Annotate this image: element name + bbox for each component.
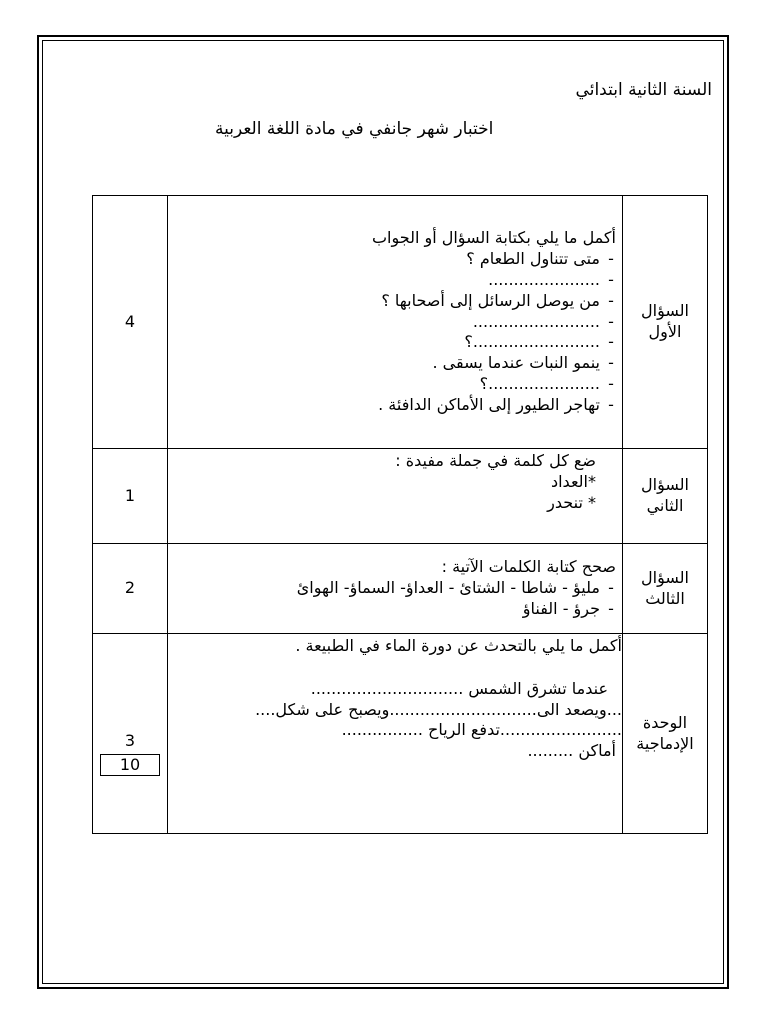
question-label: السؤال الثاني (623, 449, 708, 544)
total-score-box: 10 (100, 754, 160, 776)
word-item: * تنحدر (547, 492, 596, 512)
text-line: ........................تدفع الرياح ................ (341, 720, 622, 740)
question-content (168, 449, 623, 544)
list-item: - .........................؟ (464, 332, 614, 352)
list-item: - ......................... (472, 311, 614, 331)
score-cell (93, 634, 168, 834)
list-item: - ......................؟ (479, 373, 614, 393)
question-label: السؤال الثالث (623, 544, 708, 634)
score-cell: 2 (93, 544, 168, 634)
question-label: الوحدة الإدماجية (623, 634, 708, 834)
question-row-4 (93, 634, 708, 834)
grade-label: السنة الثانية ابتدائي (575, 80, 712, 100)
exam-title: اختبار شهر جانفي في مادة اللغة العربية (215, 119, 494, 139)
question-content (168, 196, 623, 449)
question-instruction: ضع كل كلمة في جملة مفيدة : (395, 451, 596, 470)
question-row-3 (93, 544, 708, 634)
score-value: 3 (124, 731, 136, 751)
list-item: - تهاجر الطيور إلى الأماكن الدافئة . (378, 394, 614, 414)
list-item: - مليؤ - شاطا - الشتائ - العداؤ- السماؤ- الهوائ (296, 578, 614, 598)
question-instruction: أكمل ما يلي بالتحدث عن دورة الماء في الطبيعة . (295, 636, 622, 655)
list-item: - ...................... (488, 270, 614, 289)
question-instruction: صحح كتابة الكلمات الآتية : (441, 557, 616, 577)
list-item: - متى تتناول الطعام ؟ (466, 249, 614, 269)
question-instruction: أكمل ما يلي بكتابة السؤال أو الجواب (371, 228, 616, 248)
score-cell: 4 (93, 196, 168, 449)
list-item: - جرؤ - الفناؤ (522, 598, 614, 618)
question-row-2 (93, 449, 708, 544)
question-content (168, 634, 623, 834)
score-cell: 1 (93, 449, 168, 544)
text-line: عندما تشرق الشمس .............................. (310, 678, 608, 698)
text-line: ...ويصعد الى.............................ويصبح على شكل.... (255, 699, 622, 719)
text-line: أماكن ......... (527, 741, 616, 761)
question-label: السؤال الأول (623, 196, 708, 449)
question-row-1 (93, 196, 708, 449)
exam-table (92, 195, 708, 834)
word-item: *العداد (550, 471, 596, 491)
list-item: - من يوصل الرسائل إلى أصحابها ؟ (381, 290, 614, 310)
list-item: - ينمو النبات عندما يسقى . (432, 353, 614, 373)
question-content (168, 544, 623, 634)
